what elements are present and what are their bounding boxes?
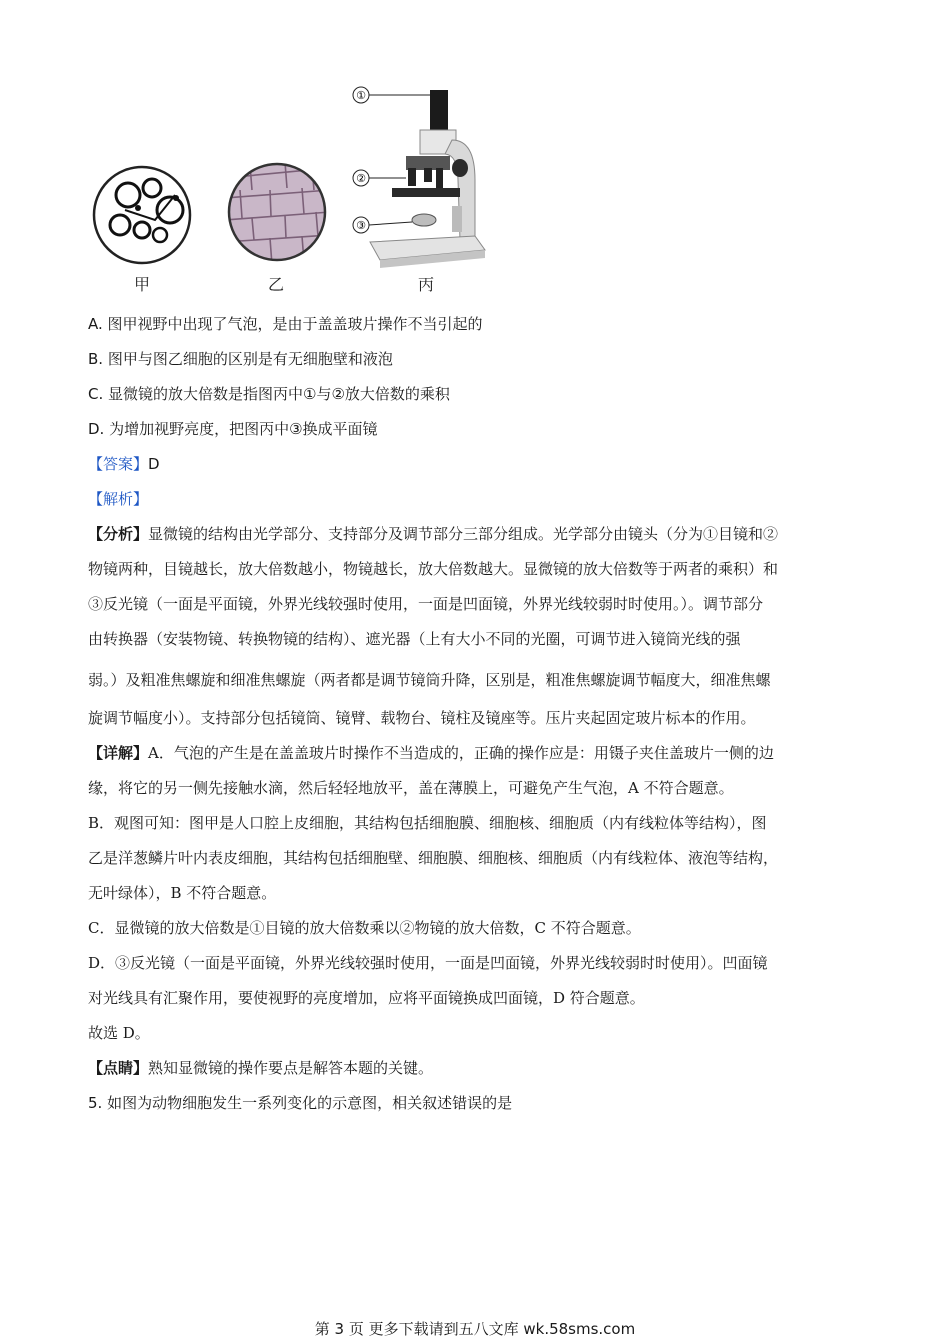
body-line	[88, 559, 870, 579]
body-text: 无叶绿体），B 不符合题意。	[88, 884, 277, 902]
body-line	[88, 743, 870, 763]
body-line	[88, 594, 870, 614]
body-line	[88, 708, 870, 728]
body-line	[88, 848, 870, 868]
analysis-heading	[88, 489, 870, 509]
body-tag: 【点睛】	[88, 1059, 149, 1077]
body-text: 弱。）及粗准焦螺旋和细准焦螺旋（两者都是调节镜筒升降，区别是，粗准焦螺旋调节幅度大，细准焦螺	[88, 671, 771, 689]
body-text: B．观图可知：图甲是人口腔上皮细胞，其结构包括细胞膜、细胞核、细胞质（内有线粒体等结构），图	[88, 814, 767, 832]
question-5	[88, 1093, 870, 1113]
option-a: A. 图甲视野中出现了气泡，是由于盖盖玻片操作不当引起的	[88, 315, 483, 333]
body-text: D．③反光镜（一面是平面镜，外界光线较强时使用，一面是凹面镜，外界光线较弱时时使用）。凹面镜	[88, 954, 768, 972]
body-text: C．显微镜的放大倍数是①目镜的放大倍数乘以②物镜的放大倍数，C 不符合题意。	[88, 919, 641, 937]
body-line	[88, 1058, 870, 1078]
option-d: D. 为增加视野亮度，把图丙中③换成平面镜	[88, 420, 378, 438]
body-text: 故选 D。	[88, 1024, 150, 1042]
body-line	[88, 629, 870, 649]
microscope-figure	[80, 70, 500, 300]
body-line	[88, 778, 870, 798]
page-footer: 第 3 页 更多下载请到五八文库 wk.58sms.com	[314, 1320, 636, 1338]
body-text: 5. 如图为动物细胞发生一系列变化的示意图，相关叙述错误的是	[88, 1094, 513, 1112]
body-line	[88, 953, 870, 973]
analysis-tag: 【解析】	[88, 490, 149, 508]
callout-1: ①	[356, 89, 366, 102]
body-text: 旋调节幅度小）。支持部分包括镜筒、镜臂、载物台、镜柱及镜座等。压片夹起固定玻片标本的作用。	[88, 709, 756, 727]
body-line	[88, 524, 870, 544]
answer-tag: 【答案】	[88, 455, 149, 473]
body-text: ③反光镜（一面是平面镜，外界光线较强时使用，一面是凹面镜，外界光线较弱时时使用。）。调节部分	[88, 595, 764, 613]
body-line	[88, 918, 870, 938]
body-text: 缘，将它的另一侧先接触水滴，然后轻轻地放平，盖在薄膜上，可避免产生气泡，A 不符合题意。	[88, 779, 734, 797]
body-tag: 【分析】	[88, 525, 149, 543]
body-line	[88, 883, 870, 903]
body-line	[88, 1023, 870, 1043]
caption-bing: 丙	[418, 275, 435, 294]
figure-yi-onion-cells	[225, 162, 330, 265]
body-text: 对光线具有汇聚作用，要使视野的亮度增加，应将平面镜换成凹面镜，D 符合题意。	[88, 989, 645, 1007]
callout-2: ②	[356, 172, 366, 185]
caption-yi: 乙	[268, 275, 285, 294]
figure-bing-microscope	[370, 90, 485, 268]
option-c: C. 显微镜的放大倍数是指图丙中①与②放大倍数的乘积	[88, 385, 450, 403]
body-text: 乙是洋葱鳞片叶内表皮细胞，其结构包括细胞壁、细胞膜、细胞核、细胞质（内有线粒体、液泡等结构，	[88, 849, 779, 867]
body-text: 熟知显微镜的操作要点是解答本题的关键。	[148, 1059, 434, 1077]
figure-drawing	[80, 70, 500, 300]
answer-value: D	[148, 455, 160, 473]
body-tag: 【详解】	[88, 744, 149, 762]
body-line	[88, 670, 870, 690]
body-text: 由转换器（安装物镜、转换物镜的结构）、遮光器（上有大小不同的光圈，可调节进入镜筒光线的强	[88, 630, 741, 648]
caption-jia: 甲	[134, 275, 151, 294]
body-line	[88, 813, 870, 833]
answer-line	[88, 454, 870, 474]
body-text: 物镜两种，目镜越长，放大倍数越小，物镜越长，放大倍数越大。显微镜的放大倍数等于两者的乘积）和	[88, 560, 779, 578]
callout-3: ③	[356, 219, 366, 232]
figure-jia-cells-with-bubbles	[94, 167, 190, 263]
option-b: B. 图甲与图乙细胞的区别是有无细胞壁和液泡	[88, 350, 393, 368]
body-text: A．气泡的产生是在盖盖玻片时操作不当造成的，正确的操作应是：用镊子夹住盖玻片一侧的边	[148, 744, 774, 762]
body-text: 显微镜的结构由光学部分、支持部分及调节部分三部分组成。光学部分由镜头（分为①目镜和②	[148, 525, 779, 543]
body-line	[88, 988, 870, 1008]
